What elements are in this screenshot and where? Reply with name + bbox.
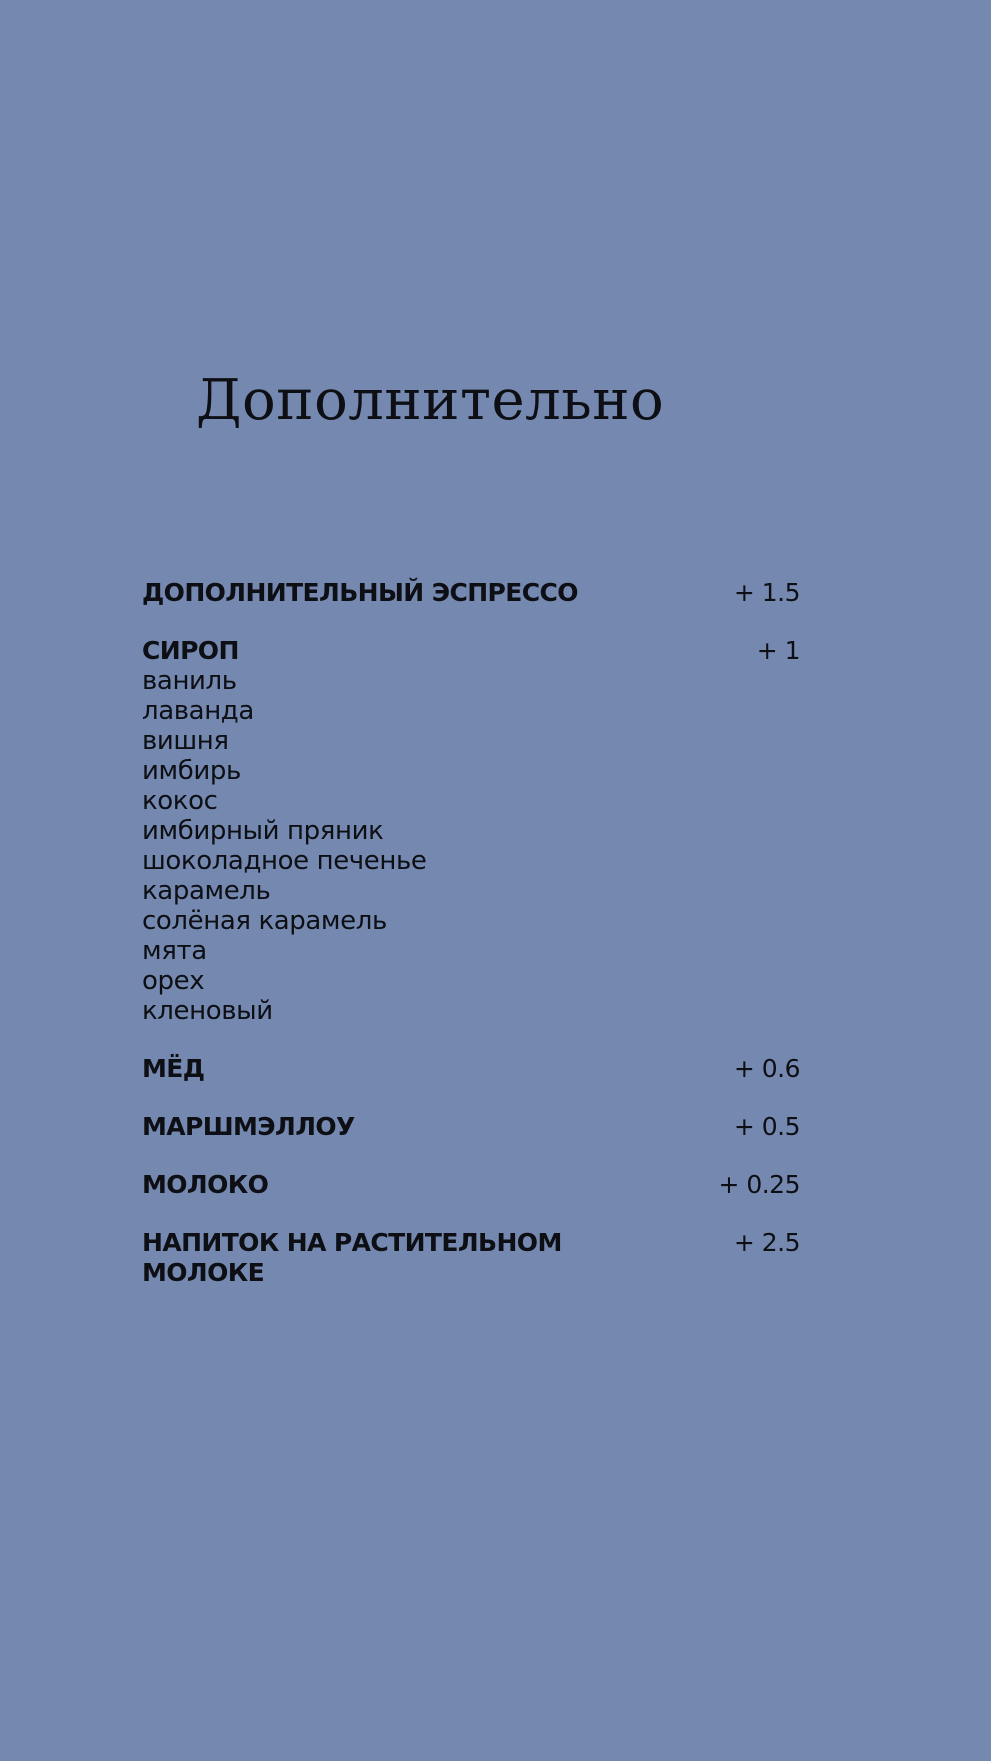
syrup-option: лаванда: [142, 696, 254, 726]
syrup-option: вишня: [142, 726, 229, 756]
syrup-option: ваниль: [142, 666, 237, 696]
item-name: НАПИТОК НА РАСТИТЕЛЬНОМ МОЛОКЕ: [142, 1228, 562, 1287]
syrup-option: имбирь: [142, 756, 241, 786]
syrup-option: орех: [142, 966, 205, 996]
item-price: + 1: [756, 636, 800, 665]
syrup-option: шоколадное печенье: [142, 846, 427, 876]
item-name: МЁД: [142, 1054, 205, 1083]
syrup-option: кокос: [142, 786, 218, 816]
syrup-options: [142, 666, 800, 1026]
syrup-option: мята: [142, 936, 207, 966]
item-price: + 2.5: [733, 1228, 800, 1257]
syrup-option: кленовый: [142, 996, 273, 1026]
item-name: ДОПОЛНИТЕЛЬНЫЙ ЭСПРЕССО: [142, 578, 578, 607]
syrup-option: карамель: [142, 876, 271, 906]
page-title: Дополнительно: [196, 368, 665, 433]
item-name: МАРШМЭЛЛОУ: [142, 1112, 355, 1141]
menu-item-honey: [142, 1054, 800, 1084]
menu-item-syrup: [142, 636, 800, 1026]
menu-item-plant-milk: [142, 1228, 800, 1288]
menu-item-extra-espresso: [142, 578, 800, 608]
syrup-option: имбирный пряник: [142, 816, 384, 846]
item-price: + 0.25: [718, 1170, 800, 1199]
item-price: + 1.5: [733, 578, 800, 607]
extras-list: [142, 578, 800, 1316]
item-price: + 0.5: [733, 1112, 800, 1141]
menu-item-milk: [142, 1170, 800, 1200]
menu-item-marshmallow: [142, 1112, 800, 1142]
item-name: СИРОП: [142, 636, 239, 665]
item-price: + 0.6: [733, 1054, 800, 1083]
syrup-option: солёная карамель: [142, 906, 387, 936]
item-name: МОЛОКО: [142, 1170, 269, 1199]
